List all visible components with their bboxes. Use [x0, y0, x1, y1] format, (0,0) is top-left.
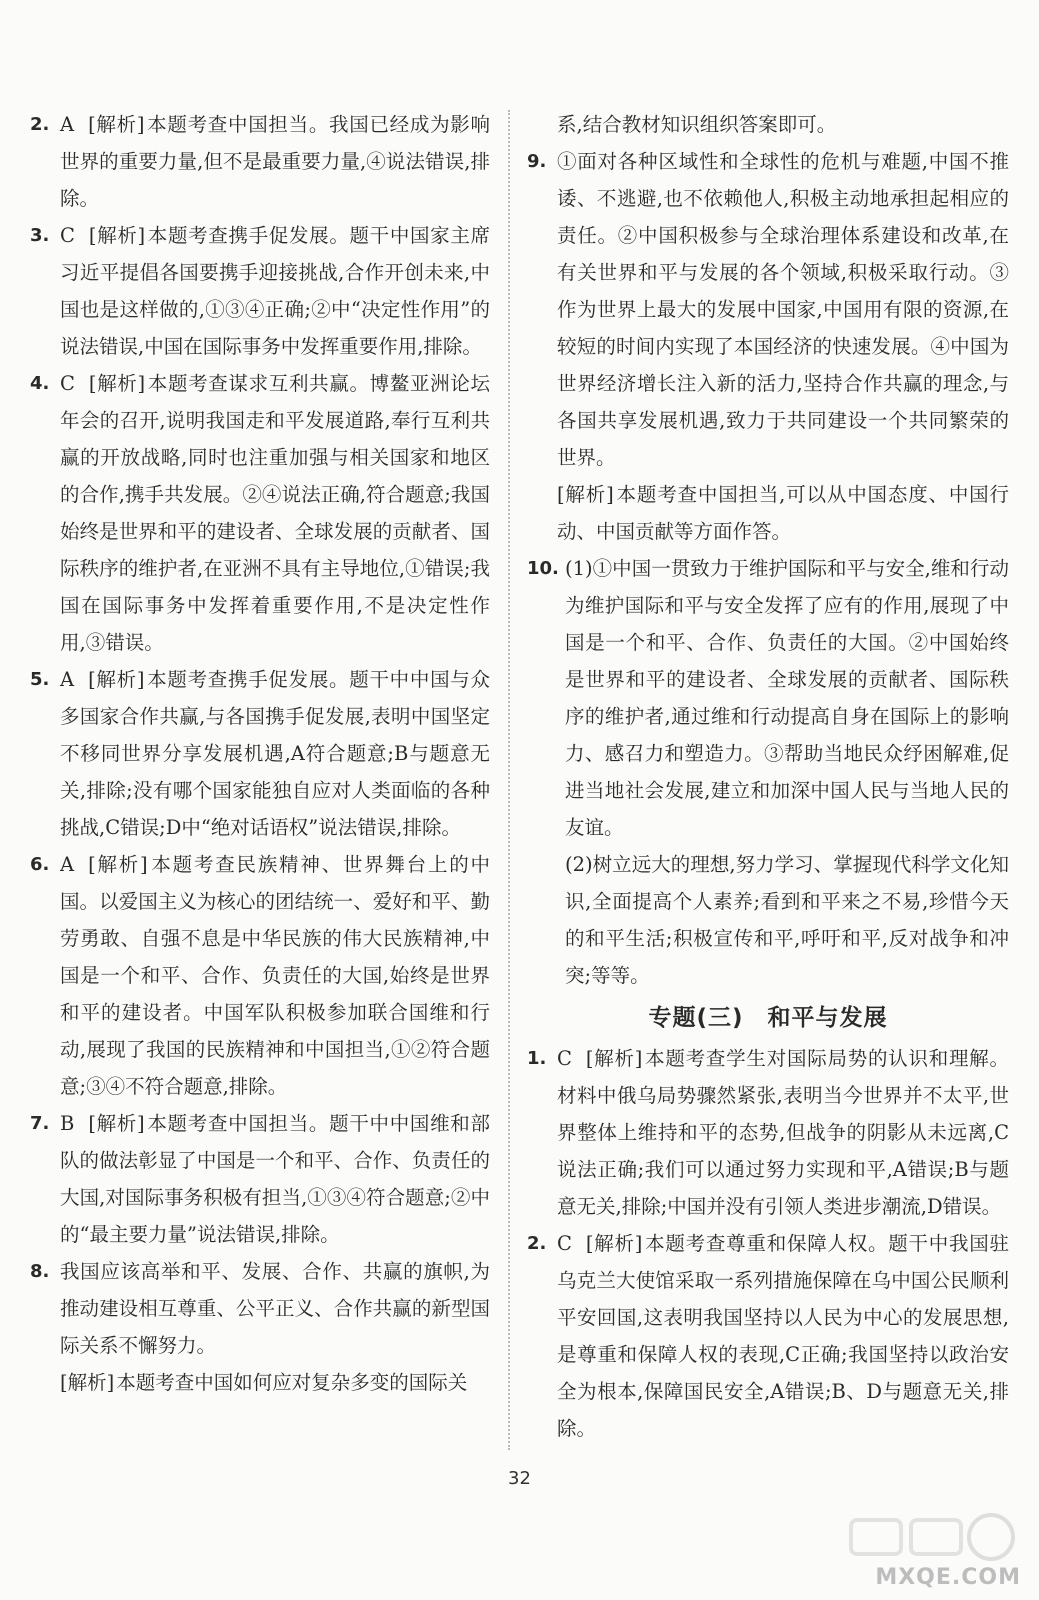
answer-text: 本题考查中国担当。我国已经成为影响世界的重要力量,但不是最重要力量,④说法错误,排除。	[60, 113, 490, 210]
analysis-tag: [解析]	[88, 668, 145, 691]
left-column	[30, 106, 490, 1401]
analysis-tag: [解析]	[557, 483, 614, 506]
answer-text: 本题考查民族精神、世界舞台上的中国。以爱国主义为核心的团结统一、爱好和平、勤劳勇敢、自强不息是中华民族的伟大民族精神,中国是一个和平、合作、负责任的大国,始终是世界和平的建设者。中国军队积极参加联合国维和行动,展现了我国的民族精神和中国担当,①②符合题意;③④不符合题意,排除。	[60, 853, 490, 1098]
section-answer-item-1	[527, 1040, 1009, 1225]
item-number: 2.	[527, 1233, 547, 1254]
column-divider	[508, 110, 510, 1450]
item-number: 3.	[30, 225, 50, 246]
analysis-text: 本题考查中国如何应对复杂多变的国际关	[116, 1371, 468, 1394]
item-number: 4.	[30, 373, 50, 394]
answer-letter: C	[60, 224, 75, 247]
answer-item-10	[527, 550, 1009, 846]
answer-item-7	[30, 1105, 490, 1253]
analysis-tag: [解析]	[60, 1371, 115, 1394]
analysis-tag: [解析]	[88, 372, 146, 395]
section-answer-item-2	[527, 1225, 1009, 1447]
section-title: 专题(三) 和平与发展	[648, 1005, 888, 1031]
item-8-analysis-continued: 系,结合教材知识组织答案即可。	[557, 113, 837, 136]
answer-letter: C	[557, 1047, 572, 1070]
analysis-tag: [解析]	[88, 113, 145, 136]
watermark-text: MXQE.COM	[875, 1565, 1021, 1590]
item-9-analysis	[527, 476, 1009, 550]
analysis-tag: [解析]	[585, 1232, 643, 1255]
answer-text-part-1: (1)①中国一贯致力于维护国际和平与安全,维和行动为维护国际和平与安全发挥了应有的作用,展现了中国是一个和平、合作、负责任的大国。②中国始终是世界和平的建设者、全球发展的贡献者、国际秩序的维护者,通过维和行动提高自身在国际上的影响力、感召力和塑造力。③帮助当地民众纾困解难,促进当地社会发展,建立和加深中国人民与当地人民的友谊。	[565, 557, 1009, 839]
item-number: 5.	[30, 669, 50, 690]
answer-item-10-part-2: (2)树立远大的理想,努力学习、掌握现代科学文化知识,全面提高个人素养;看到和平来之不易,珍惜今天的和平生活;积极宣传和平,呼吁和平,反对战争和冲突;等等。	[565, 853, 1009, 987]
page-number: 32	[508, 1468, 531, 1489]
item-8-analysis	[30, 1364, 490, 1401]
analysis-tag: [解析]	[88, 1112, 145, 1135]
answer-letter: C	[60, 372, 75, 395]
answer-letter: A	[60, 668, 75, 691]
analysis-tag: [解析]	[88, 853, 148, 876]
answer-text: 本题考查学生对国际局势的认识和理解。材料中俄乌局势骤然紧张,表明当今世界并不太平,世界整体上维持和平的态势,但战争的阴影从未远离,C说法正确;我们可以通过努力实现和平,A错误;B与题意无关,排除;中国并没有引领人类进步潮流,D错误。	[557, 1047, 1009, 1218]
item-number: 9.	[527, 151, 547, 172]
analysis-tag: [解析]	[88, 224, 146, 247]
answer-item-5	[30, 661, 490, 846]
answer-text: 本题考查中国担当。题干中中国维和部队的做法彰显了中国是一个和平、合作、负责任的大国,对国际事务积极有担当,①③④符合题意;②中的“最主要力量”说法错误,排除。	[60, 1112, 490, 1246]
item-number: 7.	[30, 1113, 50, 1134]
item-number: 1.	[527, 1048, 547, 1069]
answer-text: 本题考查携手促发展。题干中国家主席习近平提倡各国要携手迎接挑战,合作开创未来,中国也是这样做的,①③④正确;②中“决定性作用”的说法错误,中国在国际事务中发挥重要作用,排除。	[60, 224, 490, 358]
answer-item-2	[30, 106, 490, 217]
answer-text: 本题考查尊重和保障人权。题干中我国驻乌克兰大使馆采取一系列措施保障在乌中国公民顺利平安回国,这表明我国坚持以人民为中心的发展思想,是尊重和保障人权的表现,C正确;我国坚持以政治安全为根本,保障国民安全,A错误;B、D与题意无关,排除。	[557, 1232, 1009, 1440]
analysis-text: 本题考查中国担当,可以从中国态度、中国行动、中国贡献等方面作答。	[557, 483, 1010, 543]
item-number: 6.	[30, 854, 50, 875]
answer-item-8	[30, 1253, 490, 1364]
item-number: 10.	[527, 558, 559, 579]
answer-letter: A	[60, 113, 75, 136]
answer-text: 本题考查携手促发展。题干中中国与众多国家合作共赢,与各国携手促发展,表明中国坚定不移同世界分享发展机遇,A符合题意;B与题意无关,排除;没有哪个国家能独自应对人类面临的各种挑战,C错误;D中“绝对话语权”说法错误,排除。	[60, 668, 490, 839]
item-number: 2.	[30, 114, 50, 135]
answer-item-9	[527, 143, 1009, 476]
answer-letter: A	[60, 853, 75, 876]
answer-item-6	[30, 846, 490, 1105]
right-column	[527, 106, 1009, 1447]
answer-letter: C	[557, 1232, 572, 1255]
answer-text: 本题考查谋求互利共赢。博鳌亚洲论坛年会的召开,说明我国走和平发展道路,奉行互利共赢的开放战略,同时也注重加强与相关国家和地区的合作,携手共发展。②④说法正确,符合题意;我国始终是世界和平的建设者、全球发展的贡献者、国际秩序的维护者,在亚洲不具有主导地位,①错误;我国在国际事务中发挥着重要作用,不是决定性作用,③错误。	[60, 372, 490, 654]
answer-text: ①面对各种区域性和全球性的危机与难题,中国不推诿、不逃避,也不依赖他人,积极主动地承担起相应的责任。②中国积极参与全球治理体系建设和改革,在有关世界和平与发展的各个领域,积极采取行动。③作为世界上最大的发展中国家,中国用有限的资源,在较短的时间内实现了本国经济的快速发展。④中国为世界经济增长注入新的活力,坚持合作共赢的理念,与各国共享发展机遇,致力于共同建设一个共同繁荣的世界。	[557, 150, 1009, 469]
answer-letter: B	[60, 1112, 75, 1135]
analysis-tag: [解析]	[585, 1047, 643, 1070]
answer-item-3	[30, 217, 490, 365]
answer-text: 我国应该高举和平、发展、合作、共赢的旗帜,为推动建设相互尊重、公平正义、合作共赢的新型国际关系不懈努力。	[60, 1260, 490, 1357]
item-number: 8.	[30, 1261, 50, 1282]
answer-item-4	[30, 365, 490, 661]
